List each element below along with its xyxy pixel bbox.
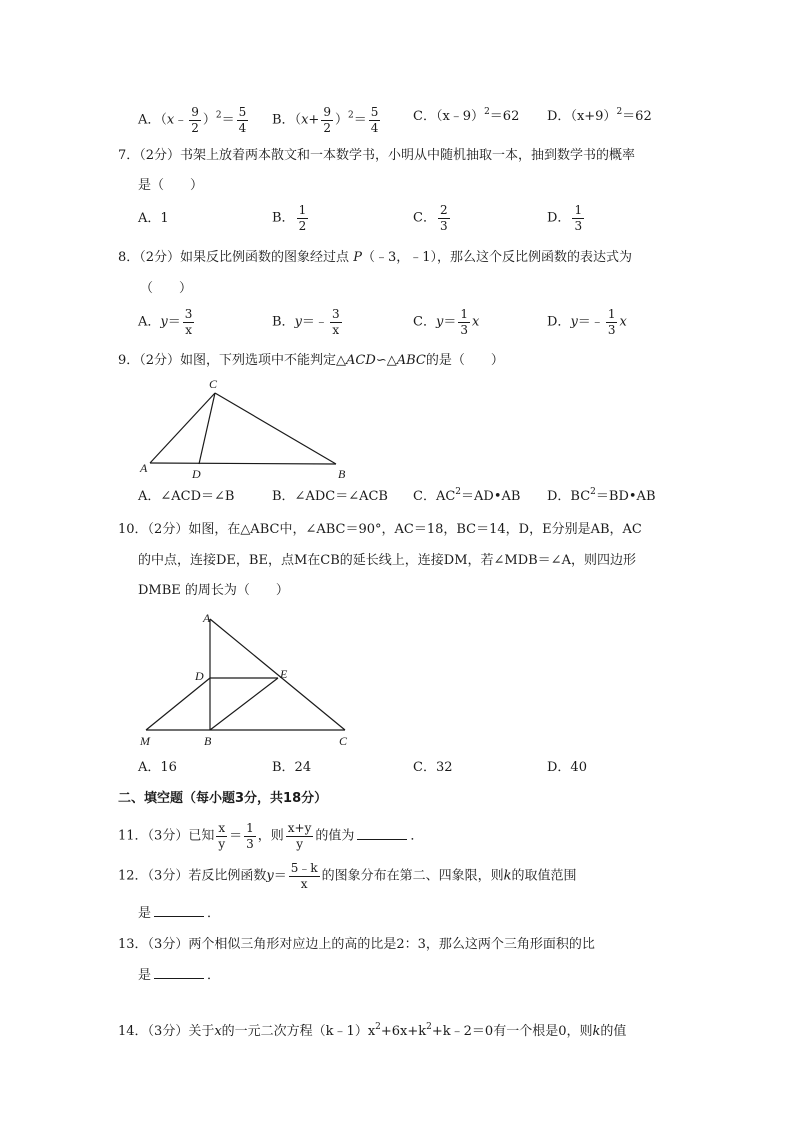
- q8-option-d: D．y＝﹣ $\frac{1}{3}$ x: [547, 307, 627, 337]
- label-c: C: [209, 377, 218, 391]
- q9-option-a: A．∠ACD＝∠B: [138, 489, 235, 504]
- q8-option-a: A．y＝ $\frac{3}{x}$: [138, 307, 193, 337]
- q7-stem-line1: 7．（2分）书架上放着两本散文和一本数学书，小明从中随机抽取一本，抽到数学书的概率: [118, 148, 636, 163]
- answer-blank[interactable]: [154, 968, 204, 979]
- q7-option-a: A．1: [138, 211, 169, 226]
- q10-stem-line3: DMBE 的周长为（ ）: [138, 583, 289, 598]
- label-c: C: [339, 734, 348, 748]
- q8-stem-line2: （ ）: [140, 281, 193, 296]
- answer-blank[interactable]: [357, 829, 407, 840]
- label-m: M: [140, 734, 150, 748]
- answer-blank[interactable]: [154, 906, 204, 917]
- label-a: A: [140, 461, 148, 475]
- q10-option-c: C．32: [413, 760, 453, 775]
- q10-stem-line1: 10．（2分）如图，在△ABC中，∠ABC＝90°，AC＝18，BC＝14，D，E分别是AB，AC: [118, 522, 642, 537]
- q7-option-b: B． $\frac{1}{2}$: [272, 203, 307, 233]
- segment-ac: [150, 393, 215, 463]
- q10-triangle-figure: [136, 608, 356, 750]
- q6-option-a: A．（x﹣ $\frac{9}{2}$ ）$^2$＝ $\frac{5}{4}$: [138, 105, 247, 135]
- q8-stem-line1: 8．（2分）如果反比例函数的图象经过点 P（﹣3，﹣1），那么这个反比例函数的表达式为: [118, 250, 632, 265]
- segment-cd: [199, 393, 215, 464]
- label-b: B: [338, 467, 346, 480]
- q10-option-a: A．16: [138, 760, 177, 775]
- label-e: E: [280, 667, 288, 681]
- q12-line1: 12．（3分）若反比例函数y＝ $\frac{5﹣k}{x}$ 的图象分布在第二、四象限，则k的取值范围: [118, 861, 577, 891]
- q9-option-b: B．∠ADC＝∠ACB: [272, 489, 388, 504]
- q14-line1: 14．（3分）关于x的一元二次方程$(k﹣1)x^2+6x+k^2+k﹣2=0$有一个根是0，则k的值: [118, 1022, 627, 1039]
- q9-option-d: D．$BC^2=BD•AB$: [547, 487, 656, 504]
- q12-line2: 是 ．: [138, 906, 221, 921]
- q10-stem-line2: 的中点，连接DE，BE，点M在CB的延长线上，连接DM，若∠MDB＝∠A，则四边形: [138, 553, 636, 568]
- label-b: B: [204, 734, 212, 748]
- q6-option-d: D．$(x+9)^2=62$: [547, 107, 652, 124]
- label-d: D: [192, 467, 201, 480]
- segment-ab: [150, 463, 336, 464]
- q9-stem: 9．（2分）如图，下列选项中不能判定△ACD∽△ABC的是（ ）: [118, 353, 504, 368]
- q9-option-c: C．$AC^2=AD•AB$: [413, 487, 521, 504]
- q7-stem-line2: 是（ ）: [138, 178, 204, 193]
- q10-option-b: B．24: [272, 760, 312, 775]
- q8-option-b: B．y＝﹣ $\frac{3}{x}$: [272, 307, 340, 337]
- q11: 11．（3分）已知 $\frac{x}{y}$ ＝ $\frac{1}{3}$ ，则 $\frac{x+y}{y}$ 的值为 ．: [118, 821, 424, 851]
- segment-dm: [146, 678, 210, 730]
- label-d: D: [195, 669, 204, 683]
- segment-be: [210, 678, 278, 730]
- section-fill-in-blank-heading: 二、填空题（每小题3分，共18分）: [118, 791, 328, 806]
- q13-line2: 是 ．: [138, 968, 221, 983]
- q7-option-c: C． $\frac{2}{3}$: [413, 203, 448, 233]
- segment-cb: [215, 393, 336, 464]
- q10-option-d: D．40: [547, 760, 587, 775]
- q6-option-c: C．（x﹣9）$^2$＝62: [413, 107, 520, 124]
- label-a: A: [203, 611, 211, 625]
- q6-option-b: B．（x+ $\frac{9}{2}$ ）$^2$＝ $\frac{5}{4}$: [272, 105, 379, 135]
- q7-option-d: D． $\frac{1}{3}$: [547, 203, 583, 233]
- q9-triangle-figure: [138, 376, 358, 480]
- q8-option-c: C．y＝ $\frac{1}{3}$ x: [413, 307, 480, 337]
- segment-ac: [210, 619, 345, 730]
- q13-line1: 13．（3分）两个相似三角形对应边上的高的比是2：3，那么这两个三角形面积的比: [118, 937, 595, 952]
